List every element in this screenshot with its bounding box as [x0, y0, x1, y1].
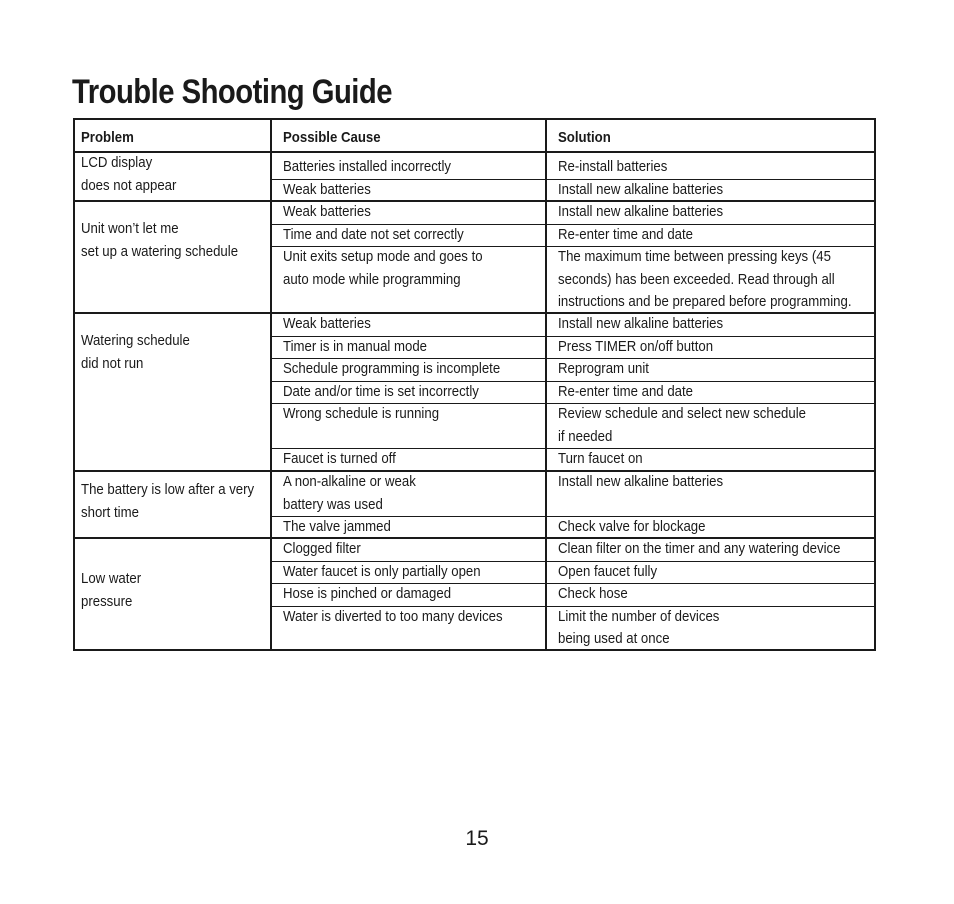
solution-text: Install new alkaline batteries	[558, 473, 724, 490]
cause-text: battery was used	[283, 495, 383, 513]
solution-text: Open faucet fully	[558, 562, 658, 580]
page-number: 15	[465, 827, 489, 850]
solution-text: if needed	[558, 427, 613, 445]
problem-text: LCD display	[81, 154, 153, 171]
problem-text: did not run	[81, 354, 144, 372]
cause-text: Batteries installed incorrectly	[283, 158, 452, 175]
cause-text: Water faucet is only partially open	[283, 562, 481, 580]
cause-text: Time and date not set correctly	[283, 225, 464, 243]
solution-text: Install new alkaline batteries	[558, 180, 724, 198]
group-divider	[73, 200, 876, 202]
cause-text: Weak batteries	[283, 203, 371, 220]
problem-text: short time	[81, 503, 139, 521]
solution-text: Clean filter on the timer and any watering device	[558, 540, 841, 557]
cause-text: Weak batteries	[283, 315, 371, 332]
table-border-left	[73, 118, 75, 651]
problem-text: does not appear	[81, 176, 177, 194]
cause-text: auto mode while programming	[283, 270, 461, 288]
solution-text: Check valve for blockage	[558, 518, 706, 535]
header-problem: Problem	[81, 129, 134, 146]
cause-text: Schedule programming is incomplete	[283, 360, 501, 377]
table-border-top	[73, 118, 876, 120]
header-solution: Solution	[558, 129, 611, 146]
solution-text: Turn faucet on	[558, 450, 643, 467]
problem-text: Watering schedule	[81, 332, 190, 349]
column-divider	[270, 118, 272, 651]
cause-text: Hose is pinched or damaged	[283, 585, 452, 602]
cause-text: Faucet is turned off	[283, 450, 396, 467]
group-divider	[73, 470, 876, 472]
solution-text: seconds) has been exceeded. Read through all	[558, 270, 835, 288]
cause-text: Wrong schedule is running	[283, 405, 440, 422]
group-divider	[73, 312, 876, 314]
solution-text: Install new alkaline batteries	[558, 315, 724, 332]
solution-text: Limit the number of devices	[558, 607, 720, 625]
solution-text: Reprogram unit	[558, 360, 649, 377]
problem-text: pressure	[81, 592, 133, 610]
cause-text: Timer is in manual mode	[283, 337, 428, 355]
problem-text: set up a watering schedule	[81, 242, 239, 260]
solution-text: instructions and be prepared before programming.	[558, 293, 852, 310]
column-divider	[545, 118, 547, 651]
cause-text: Unit exits setup mode and goes to	[283, 248, 483, 265]
solution-text: Press TIMER on/off button	[558, 337, 714, 355]
solution-text: being used at once	[558, 630, 670, 647]
solution-text: Check hose	[558, 585, 628, 602]
troubleshooting-table	[73, 118, 876, 651]
solution-text: Re-install batteries	[558, 158, 668, 175]
cause-text: A non-alkaline or weak	[283, 473, 416, 490]
solution-text: Re-enter time and date	[558, 382, 694, 400]
solution-text: The maximum time between pressing keys (45	[558, 248, 831, 265]
cause-text: Date and/or time is set incorrectly	[283, 382, 479, 400]
solution-text: Review schedule and select new schedule	[558, 405, 807, 422]
problem-text: Unit won’t let me	[81, 220, 179, 237]
problem-text: The battery is low after a very	[81, 481, 255, 498]
cause-text: The valve jammed	[283, 518, 391, 535]
cause-text: Clogged filter	[283, 540, 361, 557]
solution-text: Re-enter time and date	[558, 225, 694, 243]
table-border-bottom	[73, 649, 876, 651]
table-border-right	[874, 118, 876, 651]
cause-text: Water is diverted to too many devices	[283, 607, 503, 625]
page-title: Trouble Shooting Guide	[72, 73, 393, 111]
header-divider	[73, 151, 876, 153]
problem-text: Low water	[81, 570, 142, 587]
header-possible-cause: Possible Cause	[283, 129, 381, 146]
cause-text: Weak batteries	[283, 180, 371, 198]
solution-text: Install new alkaline batteries	[558, 203, 724, 220]
